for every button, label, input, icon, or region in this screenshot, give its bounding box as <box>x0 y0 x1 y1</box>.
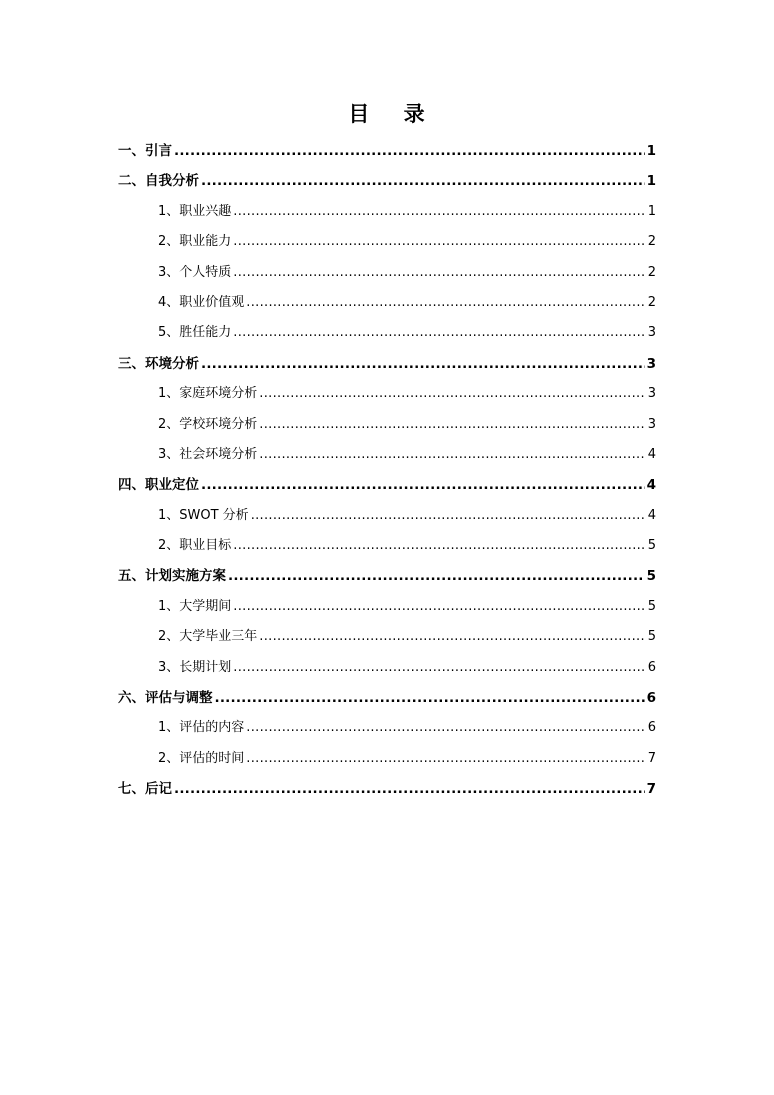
toc-entry-section[interactable] <box>118 379 656 409</box>
toc-leader-dots <box>215 683 645 713</box>
toc-page-number: 4 <box>647 507 656 523</box>
toc-entry-section[interactable] <box>118 713 656 743</box>
toc-leader-dots <box>174 136 645 166</box>
toc-entry-section[interactable] <box>118 227 656 257</box>
toc-entry-label: 1、家庭环境分析 <box>158 386 258 402</box>
toc-page-number: 1 <box>647 203 656 219</box>
toc-leader-dots <box>233 197 645 227</box>
toc-leader-dots <box>233 531 645 561</box>
toc-entry-label: 二、自我分析 <box>118 173 199 190</box>
toc-entry-label: 3、长期计划 <box>158 659 232 675</box>
toc-entry-section[interactable] <box>118 653 656 683</box>
toc-leader-dots <box>233 227 645 257</box>
toc-entry-section[interactable] <box>118 531 656 561</box>
toc-leader-dots <box>233 318 645 348</box>
toc-entry-label: 2、评估的时间 <box>158 750 245 766</box>
toc-entry-label: 1、职业兴趣 <box>158 203 232 219</box>
toc-page-number: 6 <box>647 659 656 675</box>
toc-entry-label: 2、职业目标 <box>158 538 232 554</box>
toc-entry-section[interactable] <box>118 288 656 318</box>
toc-page-number: 3 <box>647 416 656 432</box>
toc-entry-chapter[interactable] <box>118 561 656 591</box>
toc-page-number: 2 <box>647 294 656 310</box>
toc-entry-section[interactable] <box>118 592 656 622</box>
toc-entry-section[interactable] <box>118 744 656 774</box>
toc-page-number: 1 <box>646 143 656 159</box>
toc-entry-label: 2、学校环境分析 <box>158 416 258 432</box>
toc-entry-label: 六、评估与调整 <box>118 690 213 707</box>
toc-entry-chapter[interactable] <box>118 166 656 196</box>
toc-entry-label: 4、职业价值观 <box>158 294 245 310</box>
toc-leader-dots <box>174 774 645 804</box>
toc-entry-chapter[interactable] <box>118 349 656 379</box>
toc-entry-label: 1、大学期间 <box>158 598 232 614</box>
toc-entry-label: 3、个人特质 <box>158 264 232 280</box>
toc-page-number: 5 <box>647 598 656 614</box>
toc-entry-section[interactable] <box>118 501 656 531</box>
toc-leader-dots <box>201 349 645 379</box>
toc-entry-label: 一、引言 <box>118 143 172 159</box>
toc-entry-section[interactable] <box>118 440 656 470</box>
toc-leader-dots <box>201 470 645 500</box>
toc-leader-dots <box>233 653 645 683</box>
toc-page-number: 6 <box>647 720 656 736</box>
toc-leader-dots <box>246 288 645 318</box>
toc-entry-label: 三、环境分析 <box>118 355 199 372</box>
toc-entry-label: 2、职业能力 <box>158 234 232 250</box>
toc-page-number: 3 <box>646 355 656 372</box>
toc-leader-dots <box>259 622 645 652</box>
toc-entry-label: 五、计划实施方案 <box>118 568 226 585</box>
toc-entry-label: 1、评估的内容 <box>158 720 245 736</box>
toc-page-number: 1 <box>646 173 656 190</box>
toc-entry-chapter[interactable] <box>118 774 656 804</box>
toc-entry-chapter[interactable] <box>118 136 656 166</box>
toc-page-number: 2 <box>647 264 656 280</box>
toc-page-number: 3 <box>647 325 656 341</box>
toc-leader-dots <box>233 258 645 288</box>
toc-page-number: 5 <box>647 538 656 554</box>
toc-page-number: 7 <box>646 781 656 798</box>
toc-page-number: 5 <box>647 629 656 645</box>
toc-page-number: 4 <box>646 477 656 494</box>
toc-entry-chapter[interactable] <box>118 470 656 500</box>
toc-entry-section[interactable] <box>118 197 656 227</box>
toc-page-number: 6 <box>646 690 656 707</box>
toc-leader-dots <box>259 440 645 470</box>
toc-entry-label: 七、后记 <box>118 781 172 798</box>
toc-entry-label: 3、社会环境分析 <box>158 446 258 462</box>
toc-entry-label: 2、大学毕业三年 <box>158 629 258 645</box>
toc-entry-chapter[interactable] <box>118 683 656 713</box>
table-of-contents <box>118 136 656 805</box>
toc-leader-dots <box>251 501 646 531</box>
toc-entry-label: 1、SWOT 分析 <box>158 507 249 523</box>
toc-page-number: 5 <box>646 568 656 585</box>
toc-leader-dots <box>246 713 645 743</box>
toc-entry-section[interactable] <box>118 258 656 288</box>
toc-leader-dots <box>246 744 645 774</box>
toc-entry-section[interactable] <box>118 410 656 440</box>
toc-leader-dots <box>201 166 645 196</box>
toc-page-number: 3 <box>647 386 656 402</box>
toc-page-number: 4 <box>647 446 656 462</box>
toc-page-number: 2 <box>647 234 656 250</box>
toc-title: 目 录 <box>348 102 426 126</box>
toc-entry-section[interactable] <box>118 622 656 652</box>
toc-entry-label: 四、职业定位 <box>118 477 199 494</box>
toc-leader-dots <box>259 410 645 440</box>
toc-leader-dots <box>233 592 645 622</box>
toc-entry-section[interactable] <box>118 318 656 348</box>
toc-leader-dots <box>228 561 645 591</box>
toc-page-number: 7 <box>647 750 656 766</box>
toc-entry-label: 5、胜任能力 <box>158 325 232 341</box>
toc-leader-dots <box>259 379 645 409</box>
